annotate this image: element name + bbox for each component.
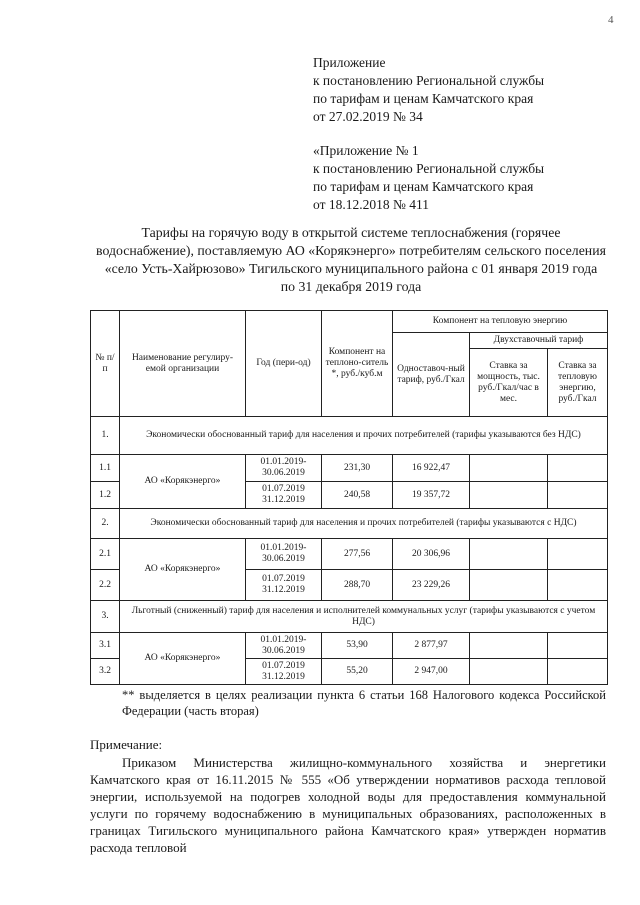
row-energy	[548, 570, 608, 601]
appendix-line: по тарифам и ценам Камчатского края	[313, 91, 534, 106]
org-name: АО «Корякэнерго»	[120, 539, 246, 601]
row-num: 2.2	[91, 570, 120, 601]
row-energy	[548, 633, 608, 659]
row-num: 3.2	[91, 659, 120, 685]
header-energy: Ставка за тепловую энергию, руб./Гкал	[548, 349, 608, 417]
row-period: 01.07.2019 31.12.2019	[246, 570, 322, 601]
row-carrier: 277,56	[322, 539, 393, 570]
appendix-line: к постановлению Региональной службы	[313, 161, 545, 176]
header-two-part: Двухставочный тариф	[470, 333, 608, 349]
appendix-line: по тарифам и ценам Камчатского края	[313, 179, 534, 194]
appendix-line: от 18.12.2018 № 411	[313, 197, 429, 212]
section-title: Льготный (сниженный) тариф для населения и исполнителей коммунальных услуг (тарифы указываются с учетом НДС)	[120, 601, 608, 633]
row-num: 1.2	[91, 482, 120, 509]
row-single: 20 306,96	[393, 539, 470, 570]
header-thermal: Компонент на тепловую энергию	[393, 311, 608, 333]
note-title: Примечание:	[90, 737, 163, 752]
header-org: Наименование регулиру-емой организации	[120, 311, 246, 417]
row-energy	[548, 539, 608, 570]
section-title: Экономически обоснованный тариф для населения и прочих потребителей (тарифы указываются без НДС)	[120, 417, 608, 455]
header-single: Одноставоч-ный тариф, руб./Гкал	[393, 333, 470, 417]
footnote: ** выделяется в целях реализации пункта 6 статьи 168 Налогового кодекса Российской Федерации (часть вторая)	[122, 688, 606, 718]
header-num: № п/п	[91, 311, 120, 417]
row-carrier: 288,70	[322, 570, 393, 601]
row-num: 1.1	[91, 455, 120, 482]
row-single: 2 877,97	[393, 633, 470, 659]
row-carrier: 53,90	[322, 633, 393, 659]
row-carrier: 55,20	[322, 659, 393, 685]
section-row	[91, 601, 608, 633]
document-title: Тарифы на горячую воду в открытой системе теплоснабжения (горячее водоснабжение), поставляемую АО «Корякэнерго» потребителям сельского поселения «село Усть-Хайрюзово» Тигильского муниципального района с 01 января 2019 года по 31 декабря 2019 года	[96, 225, 606, 294]
table-row	[91, 539, 608, 570]
row-carrier: 231,30	[322, 455, 393, 482]
section-num: 2.	[91, 509, 120, 539]
appendix-line: от 27.02.2019 № 34	[313, 109, 423, 124]
section-num: 3.	[91, 601, 120, 633]
row-capacity	[470, 455, 548, 482]
appendix-reference	[313, 142, 544, 214]
row-single: 16 922,47	[393, 455, 470, 482]
row-capacity	[470, 659, 548, 685]
row-carrier: 240,58	[322, 482, 393, 509]
header-year: Год (пери-од)	[246, 311, 322, 417]
row-period: 01.01.2019-30.06.2019	[246, 455, 322, 482]
row-energy	[548, 455, 608, 482]
tariff-table	[90, 310, 608, 685]
row-capacity	[470, 482, 548, 509]
org-name: АО «Корякэнерго»	[120, 633, 246, 685]
row-period: 01.07.2019 31.12.2019	[246, 482, 322, 509]
table-row	[91, 455, 608, 482]
row-capacity	[470, 633, 548, 659]
row-single: 19 357,72	[393, 482, 470, 509]
appendix-line: «Приложение № 1	[313, 143, 419, 158]
row-single: 2 947,00	[393, 659, 470, 685]
row-period: 01.01.2019-30.06.2019	[246, 539, 322, 570]
section-row	[91, 417, 608, 455]
appendix-header	[313, 54, 544, 126]
row-num: 3.1	[91, 633, 120, 659]
org-name: АО «Корякэнерго»	[120, 455, 246, 509]
row-period: 01.07.2019 31.12.2019	[246, 659, 322, 685]
section-row	[91, 509, 608, 539]
table-row	[91, 633, 608, 659]
header-carrier: Компонент на теплоно-ситель *, руб./куб.м	[322, 311, 393, 417]
row-energy	[548, 482, 608, 509]
row-num: 2.1	[91, 539, 120, 570]
section-num: 1.	[91, 417, 120, 455]
row-single: 23 229,26	[393, 570, 470, 601]
section-title: Экономически обоснованный тариф для населения и прочих потребителей (тарифы указываются с НДС)	[120, 509, 608, 539]
appendix-line: к постановлению Региональной службы	[313, 73, 545, 88]
page-mark: 4	[608, 14, 614, 26]
row-period: 01.01.2019-30.06.2019	[246, 633, 322, 659]
row-energy	[548, 659, 608, 685]
note-body: Приказом Министерства жилищно-коммунального хозяйства и энергетики Камчатского края от 16.11.2015 № 555 «Об утверждении нормативов расхода тепловой энергии, используемой на подогрев холодной воды для предоставления коммунальной услуги по горячему водоснабжению в муниципальных образованиях, расположенных в границах Тигильского муниципального района Камчатского края» утвержден норматив расхода тепловой	[90, 755, 606, 855]
appendix-line: Приложение	[313, 55, 386, 70]
header-capacity: Ставка за мощность, тыс. руб./Гкал/час в мес.	[470, 349, 548, 417]
row-capacity	[470, 570, 548, 601]
row-capacity	[470, 539, 548, 570]
